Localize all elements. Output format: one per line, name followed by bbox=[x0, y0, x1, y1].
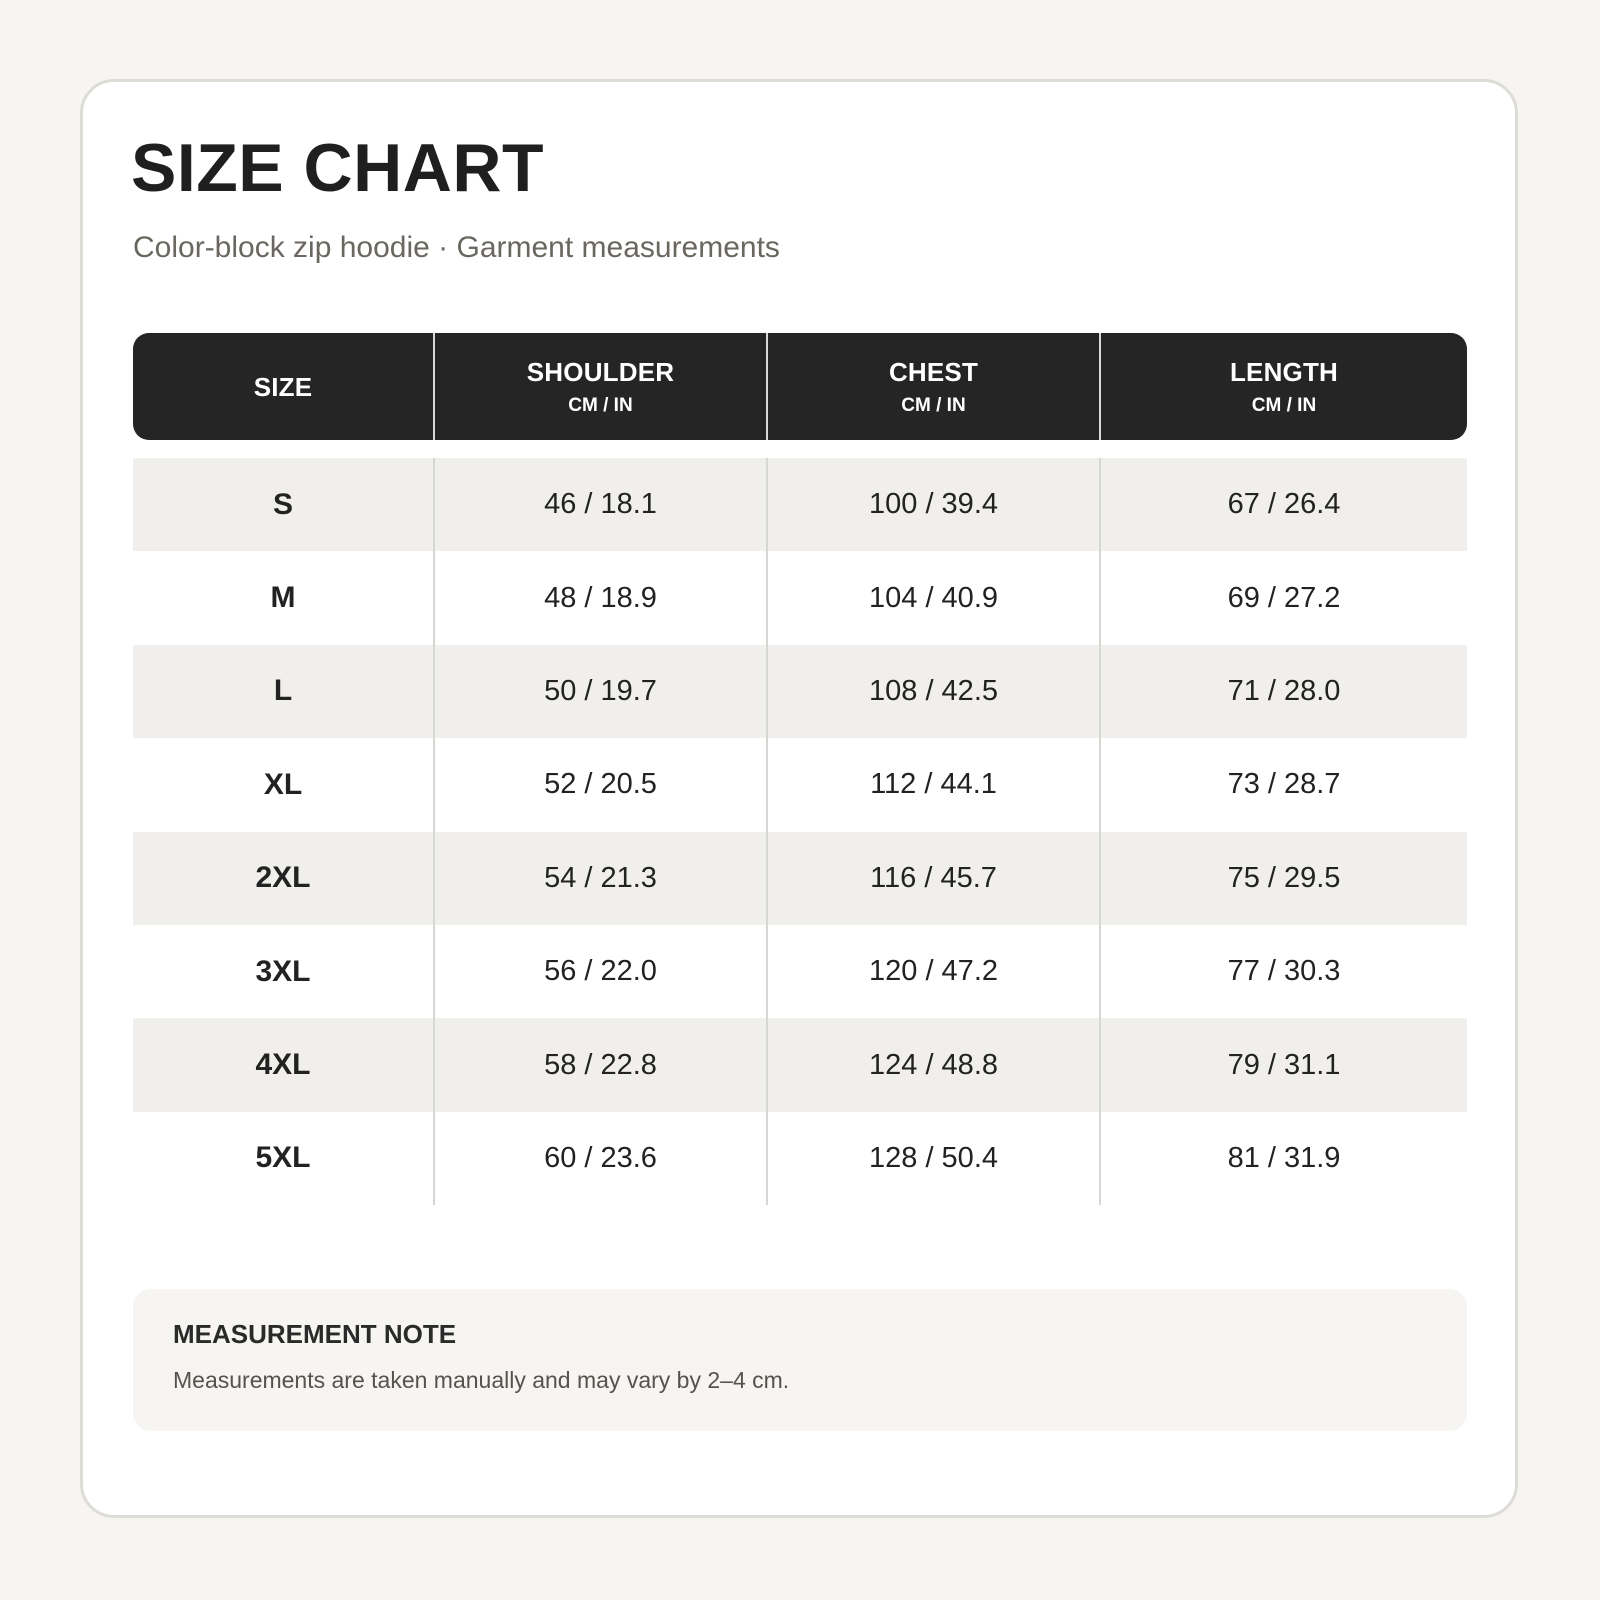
cell-shoulder: 46 / 18.1 bbox=[433, 458, 766, 551]
header-label: LENGTH bbox=[1229, 356, 1339, 387]
header-unit: CM / IN bbox=[1251, 394, 1317, 416]
cell-length: 73 / 28.7 bbox=[1099, 738, 1467, 831]
table-row bbox=[133, 458, 1467, 551]
cell-chest: 124 / 48.8 bbox=[766, 1018, 1099, 1111]
cell-shoulder: 50 / 19.7 bbox=[433, 645, 766, 738]
table-row bbox=[133, 925, 1467, 1018]
cell-length: 79 / 31.1 bbox=[1099, 1018, 1467, 1111]
cell-size: S bbox=[272, 487, 293, 521]
header-unit: CM / IN bbox=[568, 394, 633, 416]
page-title: SIZE CHART bbox=[131, 130, 544, 206]
cell-length: 69 / 27.2 bbox=[1099, 551, 1467, 644]
cell-size: 2XL bbox=[255, 861, 311, 895]
measurement-note bbox=[133, 1289, 1467, 1431]
header-chest bbox=[766, 333, 1099, 440]
header-label: CHEST bbox=[888, 356, 979, 387]
cell-size: 5XL bbox=[255, 1141, 311, 1175]
cell-shoulder: 48 / 18.9 bbox=[433, 551, 766, 644]
cell-shoulder: 58 / 22.8 bbox=[433, 1018, 766, 1111]
table-row bbox=[133, 738, 1467, 831]
cell-size: 3XL bbox=[255, 954, 311, 988]
cell-shoulder: 52 / 20.5 bbox=[433, 738, 766, 831]
header-length bbox=[1099, 333, 1467, 440]
cell-chest: 108 / 42.5 bbox=[766, 645, 1099, 738]
table-row bbox=[133, 551, 1467, 644]
size-table bbox=[133, 333, 1467, 1205]
header-shoulder bbox=[433, 333, 766, 440]
cell-shoulder: 60 / 23.6 bbox=[433, 1112, 766, 1205]
cell-chest: 100 / 39.4 bbox=[766, 458, 1099, 551]
cell-length: 71 / 28.0 bbox=[1099, 645, 1467, 738]
header-size bbox=[133, 333, 433, 440]
cell-chest: 128 / 50.4 bbox=[766, 1112, 1099, 1205]
note-title: MEASUREMENT NOTE bbox=[173, 1319, 457, 1349]
table-header bbox=[133, 333, 1467, 440]
header-label: SIZE bbox=[253, 371, 313, 402]
cell-length: 81 / 31.9 bbox=[1099, 1112, 1467, 1205]
page-subtitle: Color-block zip hoodie · Garment measurements bbox=[133, 231, 780, 264]
cell-chest: 104 / 40.9 bbox=[766, 551, 1099, 644]
table-row bbox=[133, 832, 1467, 925]
cell-size: 4XL bbox=[255, 1048, 311, 1082]
table-body bbox=[133, 458, 1467, 1205]
header-unit: CM / IN bbox=[901, 394, 966, 416]
table-row bbox=[133, 1112, 1467, 1205]
cell-size: M bbox=[270, 581, 296, 615]
header-label: SHOULDER bbox=[526, 356, 675, 387]
cell-size: L bbox=[273, 674, 293, 708]
cell-chest: 112 / 44.1 bbox=[766, 738, 1099, 831]
cell-length: 67 / 26.4 bbox=[1099, 458, 1467, 551]
cell-length: 75 / 29.5 bbox=[1099, 832, 1467, 925]
cell-size: XL bbox=[263, 767, 303, 801]
note-text: Measurements are taken manually and may vary by 2–4 cm. bbox=[173, 1367, 790, 1393]
cell-shoulder: 56 / 22.0 bbox=[433, 925, 766, 1018]
cell-shoulder: 54 / 21.3 bbox=[433, 832, 766, 925]
table-row bbox=[133, 645, 1467, 738]
cell-length: 77 / 30.3 bbox=[1099, 925, 1467, 1018]
table-row bbox=[133, 1018, 1467, 1111]
cell-chest: 120 / 47.2 bbox=[766, 925, 1099, 1018]
cell-chest: 116 / 45.7 bbox=[766, 832, 1099, 925]
